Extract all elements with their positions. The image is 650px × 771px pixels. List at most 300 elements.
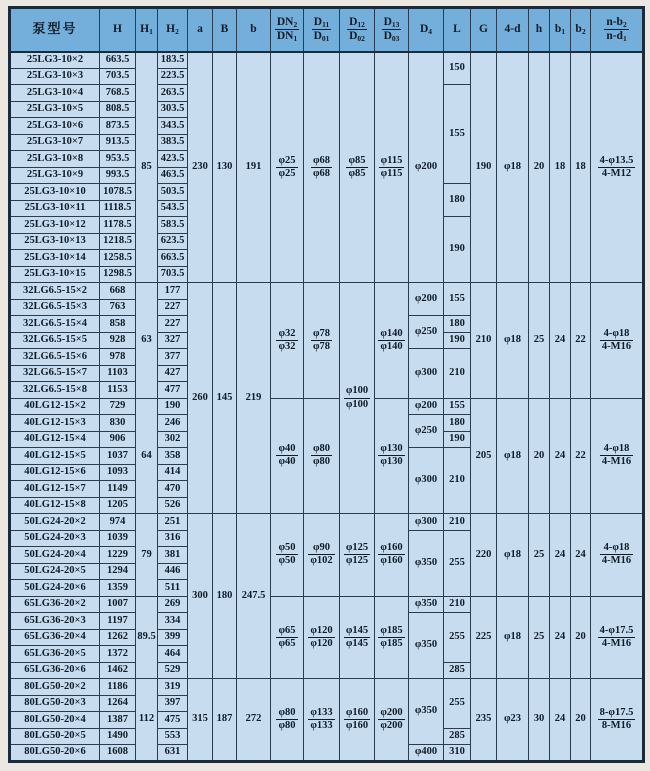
cell-D4: φ200 [409,283,444,316]
cell-H: 1149 [100,481,136,498]
fraction-bottom: 4-M16 [601,555,632,567]
cell-a: 300 [188,514,213,679]
cell-d4: φ18 [497,514,529,597]
cell-H: 1229 [100,547,136,564]
fraction-bottom: $D_{03}$ [383,30,400,44]
cell-B: 130 [213,52,237,283]
fraction-top: $n-b_2$ [606,16,627,30]
cell-L: 150 [444,52,471,85]
header-b1: $b_1$ [550,8,571,52]
fraction-value [276,625,297,650]
cell-model: 25LG3-10×8 [10,151,100,168]
fraction-value [600,542,633,567]
pump-spec-table [8,6,645,763]
cell-D4: φ350 [409,530,444,596]
fraction-top: $D_{13}$ [383,16,400,30]
cell-H: 1294 [100,563,136,580]
cell-D4: φ350 [409,679,444,745]
cell-L: 255 [444,613,471,663]
table-row [10,596,644,613]
subscript: 2 [622,20,627,30]
fraction-top: 4-φ17.5 [599,624,634,636]
cell-H1: 64 [136,398,158,514]
cell-H2: 543.5 [158,200,188,217]
cell-model: 65LG36-20×5 [10,646,100,663]
subscript: 13 [391,20,400,30]
fraction-value [598,625,636,650]
cell-d4: φ18 [497,52,529,283]
fraction-bottom: φ65 [278,637,296,649]
cell-L: 210 [444,349,471,399]
fraction-value [312,16,332,43]
header-G: G [471,8,497,52]
fraction-value [276,443,297,468]
cell-model: 25LG3-10×15 [10,266,100,283]
cell-D4: φ400 [409,745,444,762]
cell-H2: 383.5 [158,134,188,151]
cell-model: 25LG3-10×14 [10,250,100,267]
fraction-bottom: φ160 [345,719,369,731]
fraction-value [600,328,633,353]
fraction-bottom: $DN_1$ [276,30,298,44]
cell-b2: 24 [571,514,591,597]
fraction-value [344,542,370,567]
cell-model: 40LG12-15×8 [10,497,100,514]
fraction-top: φ133 [310,706,333,718]
cell-H2: 446 [158,563,188,580]
cell-H: 1218.5 [100,233,136,250]
fraction-top: φ185 [380,624,403,636]
cell-H: 1186 [100,679,136,696]
fraction-top: 4-φ18 [603,542,630,554]
cell-H2: 553 [158,728,188,745]
cell-H: 663.5 [100,52,136,69]
cell-H2: 583.5 [158,217,188,234]
cell-H: 1093 [100,464,136,481]
cell-b2: 20 [571,679,591,762]
header-row [10,8,644,52]
cell-model: 25LG3-10×11 [10,200,100,217]
cell-L: 310 [444,745,471,762]
cell-model: 40LG12-15×5 [10,448,100,465]
fraction-bottom: 4-M16 [601,456,632,468]
cell-b1: 24 [550,283,571,399]
fraction-bottom: $n-d_1$ [606,30,627,44]
cell-H2: 343.5 [158,118,188,135]
cell-model: 40LG12-15×2 [10,398,100,415]
cell-b2: 22 [571,398,591,514]
cell-b1: 24 [550,679,571,762]
cell-model: 25LG3-10×5 [10,101,100,118]
cell-H2: 503.5 [158,184,188,201]
cell-model: 32LG6.5-15×3 [10,299,100,316]
fraction-bottom: 4-M12 [598,167,636,180]
cell-H: 978 [100,349,136,366]
cell-L: 180 [444,316,471,333]
cell-model: 40LG12-15×7 [10,481,100,498]
cell-H1: 89.5 [136,596,158,679]
fraction-top: φ50 [278,542,296,554]
cell-n [591,398,644,514]
cell-L: 190 [444,332,471,349]
header-H: H [100,8,136,52]
cell-h: 25 [529,283,550,399]
cell-H2: 334 [158,613,188,630]
fraction-bottom: 4-M16 [601,340,632,352]
fraction-value [378,542,404,567]
table-header [10,8,644,52]
cell-model: 50LG24-20×4 [10,547,100,564]
cell-d4: φ23 [497,679,529,762]
header-b: b [237,8,271,52]
header-B: B [213,8,237,52]
cell-H: 1007 [100,596,136,613]
cell-D4: φ350 [409,596,444,613]
fraction-bottom: φ25 [278,167,296,179]
cell-DN [271,283,304,399]
cell-h: 25 [529,514,550,597]
cell-H2: 623.5 [158,233,188,250]
cell-d4: φ18 [497,283,529,399]
cell-h: 20 [529,52,550,283]
cell-model: 32LG6.5-15×8 [10,382,100,399]
cell-model: 80LG50-20×2 [10,679,100,696]
cell-H1: 112 [136,679,158,762]
cell-model: 50LG24-20×2 [10,514,100,531]
cell-model: 65LG36-20×2 [10,596,100,613]
cell-model: 32LG6.5-15×2 [10,283,100,300]
cell-L: 180 [444,184,471,217]
cell-b: 247.5 [237,514,271,679]
cell-h: 30 [529,679,550,762]
header-a: a [188,8,213,52]
cell-D11 [304,679,340,762]
cell-D4: φ350 [409,613,444,679]
cell-H2: 183.5 [158,52,188,69]
fraction-value [311,443,332,468]
cell-H: 1153 [100,382,136,399]
fraction-bottom: φ185 [380,637,403,649]
fraction-bottom: 8-M16 [598,719,636,732]
header-DN [271,8,304,52]
fraction-value [379,155,405,180]
fraction-bottom: φ32 [278,340,296,352]
cell-L: 285 [444,662,471,679]
fraction-bottom: φ100 [345,398,369,410]
cell-H2: 475 [158,712,188,729]
cell-DN [271,679,304,762]
cell-D4: φ200 [409,398,444,415]
cell-H: 928 [100,332,136,349]
cell-D4: φ200 [409,52,444,283]
fraction-bottom: φ85 [348,167,366,179]
cell-D12 [340,283,375,514]
cell-H: 1490 [100,728,136,745]
fraction-value [378,707,404,732]
fraction-top: $D_{12}$ [349,16,365,30]
cell-H: 729 [100,398,136,415]
subscript: 2 [293,20,298,30]
subscript: 1 [293,34,298,44]
fraction-bottom: φ130 [380,456,403,468]
cell-model: 25LG3-10×6 [10,118,100,135]
fraction-bottom: φ80 [278,719,296,731]
cell-DN [271,398,304,514]
cell-H2: 414 [158,464,188,481]
fraction-bottom: $D_{01}$ [313,30,330,44]
cell-a: 260 [188,283,213,514]
cell-H: 953.5 [100,151,136,168]
fraction-value [598,707,636,732]
fraction-top: φ80 [278,706,296,718]
fraction-top: φ80 [312,443,331,455]
fraction-value [311,328,332,353]
cell-L: 180 [444,415,471,432]
cell-n [591,514,644,597]
cell-H: 1039 [100,530,136,547]
cell-H2: 464 [158,646,188,663]
fraction-value [598,155,636,180]
cell-L: 155 [444,283,471,316]
fraction-value [382,16,402,43]
cell-H: 1118.5 [100,200,136,217]
fraction-value [344,625,370,650]
cell-D4: φ250 [409,415,444,448]
cell-b: 191 [237,52,271,283]
cell-model: 32LG6.5-15×7 [10,365,100,382]
cell-D13 [375,52,409,283]
fraction-bottom: φ115 [380,167,403,179]
cell-H: 1258.5 [100,250,136,267]
cell-H2: 223.5 [158,68,188,85]
fraction-bottom: φ80 [312,456,331,468]
cell-b1: 18 [550,52,571,283]
cell-H: 668 [100,283,136,300]
subscript: 2 [581,27,586,37]
cell-model: 80LG50-20×4 [10,712,100,729]
fraction-value [308,707,334,732]
cell-D13 [375,283,409,399]
cell-H2: 703.5 [158,266,188,283]
cell-L: 255 [444,530,471,596]
cell-H: 858 [100,316,136,333]
cell-H2: 631 [158,745,188,762]
cell-model: 50LG24-20×5 [10,563,100,580]
cell-L: 285 [444,728,471,745]
cell-H2: 377 [158,349,188,366]
cell-L: 210 [444,448,471,514]
cell-H2: 227 [158,316,188,333]
cell-G: 225 [471,596,497,679]
cell-H2: 381 [158,547,188,564]
cell-model: 25LG3-10×7 [10,134,100,151]
fraction-top: φ85 [348,154,366,166]
cell-D4: φ300 [409,514,444,531]
cell-H2: 399 [158,629,188,646]
cell-L: 190 [444,217,471,283]
subscript: 02 [357,34,365,44]
cell-a: 315 [188,679,213,762]
cell-model: 40LG12-15×6 [10,464,100,481]
subscript: 1 [149,27,153,37]
header-H2: $H_2$ [158,8,188,52]
cell-L: 255 [444,679,471,729]
fraction-value [311,155,332,180]
fraction-bottom: φ125 [345,555,369,567]
fraction-bottom: $D_{02}$ [349,30,365,44]
cell-b2: 22 [571,283,591,399]
header-D4: $D_4$ [409,8,444,52]
table-row [10,52,644,69]
subscript: 1 [561,27,566,37]
table-body [10,52,644,762]
cell-H: 1462 [100,662,136,679]
fraction-bottom: φ120 [310,637,333,649]
fraction-top: $D_{11}$ [313,16,330,30]
cell-n [591,52,644,283]
fraction-top: φ115 [380,154,403,166]
cell-model: 80LG50-20×6 [10,745,100,762]
cell-model: 50LG24-20×6 [10,580,100,597]
fraction-value [275,16,299,43]
cell-model: 32LG6.5-15×5 [10,332,100,349]
cell-model: 32LG6.5-15×4 [10,316,100,333]
header-H1: $H_1$ [136,8,158,52]
cell-D11 [304,52,340,283]
cell-model: 80LG50-20×3 [10,695,100,712]
cell-model: 40LG12-15×4 [10,431,100,448]
subscript: 4 [428,27,433,37]
header-model: 泵型号 [10,8,100,52]
cell-H2: 316 [158,530,188,547]
cell-B: 187 [213,679,237,762]
fraction-bottom: φ102 [310,555,333,567]
header-D13 [375,8,409,52]
fraction-value [378,328,404,353]
cell-H: 1359 [100,580,136,597]
cell-h: 20 [529,398,550,514]
cell-H2: 319 [158,679,188,696]
subscript: 01 [321,34,330,44]
cell-model: 65LG36-20×3 [10,613,100,630]
cell-D4: φ250 [409,316,444,349]
cell-H: 1178.5 [100,217,136,234]
cell-D11 [304,514,340,597]
cell-L: 190 [444,431,471,448]
cell-H2: 246 [158,415,188,432]
cell-H: 1262 [100,629,136,646]
cell-model: 25LG3-10×10 [10,184,100,201]
cell-D12 [340,52,375,283]
fraction-value [276,328,297,353]
cell-G: 190 [471,52,497,283]
fraction-value [276,542,297,567]
fraction-top: φ32 [278,327,296,339]
cell-H2: 303.5 [158,101,188,118]
cell-H: 763 [100,299,136,316]
cell-b2: 18 [571,52,591,283]
cell-H: 1037 [100,448,136,465]
fraction-value [308,625,334,650]
cell-b1: 24 [550,596,571,679]
cell-model: 32LG6.5-15×6 [10,349,100,366]
cell-model: 25LG3-10×12 [10,217,100,234]
cell-D11 [304,398,340,514]
cell-H: 906 [100,431,136,448]
subscript: 2 [175,27,179,37]
fraction-value [308,542,334,567]
fraction-bottom: φ50 [278,555,296,567]
cell-H2: 511 [158,580,188,597]
cell-h: 25 [529,596,550,679]
cell-model: 65LG36-20×6 [10,662,100,679]
subscript: 1 [622,34,627,44]
subscript: 11 [322,20,330,30]
header-L: L [444,8,471,52]
cell-H: 1264 [100,695,136,712]
cell-a: 230 [188,52,213,283]
cell-H: 1205 [100,497,136,514]
header-D12 [340,8,375,52]
fraction-value [604,16,628,43]
cell-H: 1387 [100,712,136,729]
fraction-value [600,443,633,468]
cell-H: 830 [100,415,136,432]
fraction-top: φ40 [278,443,296,455]
fraction-top: φ100 [345,385,369,397]
cell-H2: 327 [158,332,188,349]
table-row [10,679,644,696]
cell-H2: 463.5 [158,167,188,184]
cell-H: 913.5 [100,134,136,151]
fraction-value [344,707,370,732]
table-row [10,283,644,300]
cell-b: 272 [237,679,271,762]
cell-H2: 397 [158,695,188,712]
cell-L: 155 [444,85,471,184]
cell-H2: 358 [158,448,188,465]
cell-H2: 263.5 [158,85,188,102]
cell-D4: φ300 [409,349,444,399]
fraction-top: φ68 [312,154,331,166]
cell-b2: 20 [571,596,591,679]
cell-D13 [375,514,409,597]
fraction-top: φ125 [345,542,369,554]
fraction-top: $DN_2$ [276,16,298,30]
cell-DN [271,596,304,679]
subscript: 03 [391,34,400,44]
fraction-bottom: φ140 [380,340,403,352]
cell-model: 25LG3-10×4 [10,85,100,102]
cell-B: 180 [213,514,237,679]
cell-model: 25LG3-10×3 [10,68,100,85]
fraction-bottom: φ68 [312,167,331,179]
cell-G: 220 [471,514,497,597]
cell-d4: φ18 [497,596,529,679]
cell-n [591,283,644,399]
cell-d4: φ18 [497,398,529,514]
fraction-bottom: φ133 [310,719,333,731]
fraction-bottom: φ40 [278,456,296,468]
table-row [10,398,644,415]
cell-L: 155 [444,398,471,415]
cell-H2: 477 [158,382,188,399]
cell-DN [271,52,304,283]
cell-H2: 227 [158,299,188,316]
cell-H: 1197 [100,613,136,630]
fraction-top: φ120 [310,624,333,636]
fraction-value [346,155,367,180]
